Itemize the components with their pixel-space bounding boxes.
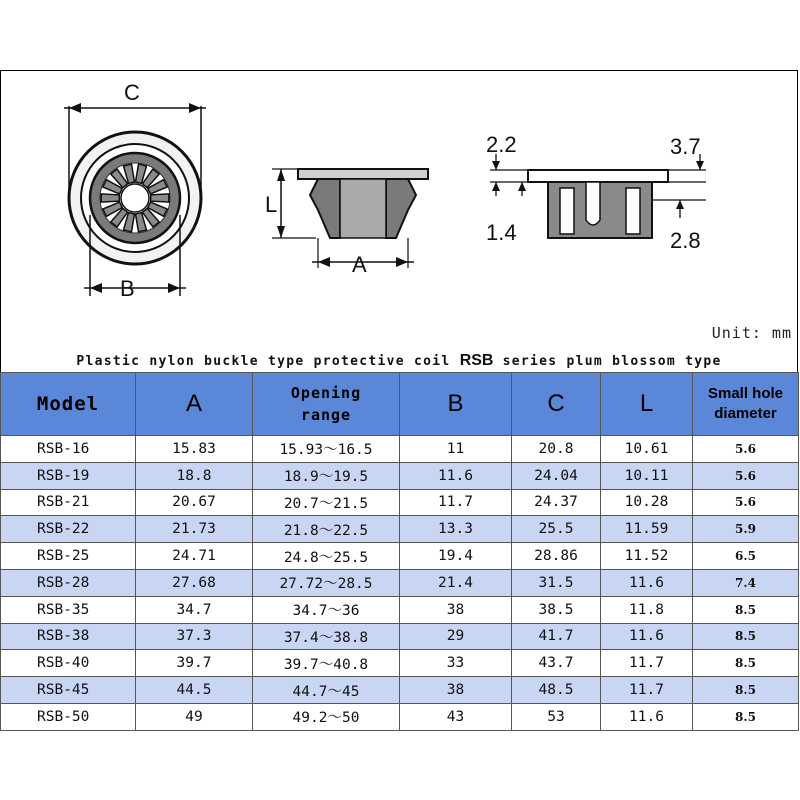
- cell-hole: 6.5: [693, 543, 799, 570]
- dim-label-l: L: [265, 192, 278, 217]
- cell-c: 28.86: [512, 543, 601, 570]
- table-row: [1, 596, 799, 623]
- cell-c: 25.5: [512, 516, 601, 543]
- cell-b: 33: [400, 650, 512, 677]
- table-header-row: [1, 373, 799, 436]
- dim-label-b: B: [120, 276, 135, 301]
- cell-range: 15.93～16.5: [253, 436, 400, 463]
- cell-range: 27.72～28.5: [253, 569, 400, 596]
- cell-range: 18.9～19.5: [253, 462, 400, 489]
- cell-range: 24.8～25.5: [253, 543, 400, 570]
- cell-c: 41.7: [512, 623, 601, 650]
- cell-hole: 8.5: [693, 596, 799, 623]
- cell-a: 44.5: [136, 677, 253, 704]
- caption-series: RSB: [459, 352, 494, 369]
- cell-l: 11.7: [601, 650, 693, 677]
- spec-table: [0, 372, 799, 731]
- cell-hole: 8.5: [693, 623, 799, 650]
- header-opening-line1: Opening: [290, 384, 362, 402]
- petal-shape: [151, 194, 169, 202]
- header-b: B: [400, 373, 512, 436]
- cell-b: 19.4: [400, 543, 512, 570]
- cell-hole: 7.4: [693, 569, 799, 596]
- header-l: L: [601, 373, 693, 436]
- cell-l: 11.52: [601, 543, 693, 570]
- cell-range: 39.7～40.8: [253, 650, 400, 677]
- cell-b: 11.7: [400, 489, 512, 516]
- cell-a: 21.73: [136, 516, 253, 543]
- cell-c: 38.5: [512, 596, 601, 623]
- caption-suffix: series plum blossom type: [502, 354, 722, 369]
- cell-b: 38: [400, 596, 512, 623]
- cell-model: RSB-25: [1, 543, 136, 570]
- caption-prefix: Plastic nylon buckle type protective coil: [76, 354, 451, 369]
- cell-model: RSB-50: [1, 703, 136, 730]
- cell-range: 34.7～36: [253, 596, 400, 623]
- cell-a: 39.7: [136, 650, 253, 677]
- cell-a: 49: [136, 703, 253, 730]
- cell-l: 11.6: [601, 703, 693, 730]
- cell-l: 11.6: [601, 623, 693, 650]
- cell-range: 21.8～22.5: [253, 516, 400, 543]
- cell-c: 43.7: [512, 650, 601, 677]
- cell-range: 37.4～38.8: [253, 623, 400, 650]
- cell-model: RSB-40: [1, 650, 136, 677]
- cell-range: 20.7～21.5: [253, 489, 400, 516]
- cell-c: 53: [512, 703, 601, 730]
- cell-model: RSB-22: [1, 516, 136, 543]
- cell-b: 29: [400, 623, 512, 650]
- cell-l: 11.59: [601, 516, 693, 543]
- cell-hole: 8.5: [693, 703, 799, 730]
- table-row: [1, 650, 799, 677]
- cell-l: 10.11: [601, 462, 693, 489]
- cell-model: RSB-45: [1, 677, 136, 704]
- header-model: Model: [1, 373, 136, 436]
- cell-a: 34.7: [136, 596, 253, 623]
- cell-model: RSB-21: [1, 489, 136, 516]
- cell-a: 20.67: [136, 489, 253, 516]
- side-view-drawing: [265, 169, 428, 277]
- table-row: [1, 436, 799, 463]
- cell-b: 21.4: [400, 569, 512, 596]
- cell-l: 10.28: [601, 489, 693, 516]
- cell-model: RSB-16: [1, 436, 136, 463]
- cell-a: 18.8: [136, 462, 253, 489]
- table-row: [1, 569, 799, 596]
- cell-l: 11.6: [601, 569, 693, 596]
- cell-l: 11.8: [601, 596, 693, 623]
- table-row: [1, 677, 799, 704]
- cell-hole: 5.6: [693, 436, 799, 463]
- cell-model: RSB-38: [1, 623, 136, 650]
- unit-label: Unit: mm: [711, 324, 792, 342]
- cell-b: 38: [400, 677, 512, 704]
- cell-c: 24.04: [512, 462, 601, 489]
- table-row: [1, 489, 799, 516]
- cell-model: RSB-35: [1, 596, 136, 623]
- cell-hole: 5.9: [693, 516, 799, 543]
- header-opening-line2: range: [300, 406, 352, 424]
- cell-model: RSB-28: [1, 569, 136, 596]
- header-small-line2: diameter: [714, 405, 777, 422]
- dim-label-2-8: 2.8: [670, 228, 701, 253]
- header-a: A: [136, 373, 253, 436]
- header-c: C: [512, 373, 601, 436]
- cell-model: RSB-19: [1, 462, 136, 489]
- header-small-line1: Small hole: [707, 385, 784, 402]
- cell-range: 49.2～50: [253, 703, 400, 730]
- cell-a: 27.68: [136, 569, 253, 596]
- cell-b: 13.3: [400, 516, 512, 543]
- technical-drawing: [0, 70, 798, 350]
- table-row: [1, 462, 799, 489]
- section-view-drawing: [486, 132, 706, 253]
- table-row: [1, 543, 799, 570]
- table-row: [1, 703, 799, 730]
- cell-l: 11.7: [601, 677, 693, 704]
- front-view-drawing: [64, 80, 206, 301]
- dim-label-1-4: 1.4: [486, 220, 517, 245]
- petal-shape: [101, 194, 119, 202]
- cell-hole: 8.5: [693, 677, 799, 704]
- cell-c: 31.5: [512, 569, 601, 596]
- table-row: [1, 516, 799, 543]
- dim-label-3-7: 3.7: [670, 134, 701, 159]
- cell-a: 15.83: [136, 436, 253, 463]
- cell-l: 10.61: [601, 436, 693, 463]
- cell-hole: 5.6: [693, 462, 799, 489]
- cell-b: 11: [400, 436, 512, 463]
- cell-c: 20.8: [512, 436, 601, 463]
- dim-label-a: A: [352, 252, 367, 277]
- cell-b: 43: [400, 703, 512, 730]
- dim-label-c: C: [124, 80, 140, 105]
- cell-b: 11.6: [400, 462, 512, 489]
- cell-a: 24.71: [136, 543, 253, 570]
- cell-range: 44.7～45: [253, 677, 400, 704]
- cell-c: 24.37: [512, 489, 601, 516]
- cell-hole: 5.6: [693, 489, 799, 516]
- cell-a: 37.3: [136, 623, 253, 650]
- header-small-hole: [693, 373, 799, 436]
- cell-hole: 8.5: [693, 650, 799, 677]
- cell-c: 48.5: [512, 677, 601, 704]
- header-opening-range: [253, 373, 400, 436]
- dim-label-2-2: 2.2: [486, 132, 517, 157]
- table-row: [1, 623, 799, 650]
- table-caption: [0, 352, 798, 370]
